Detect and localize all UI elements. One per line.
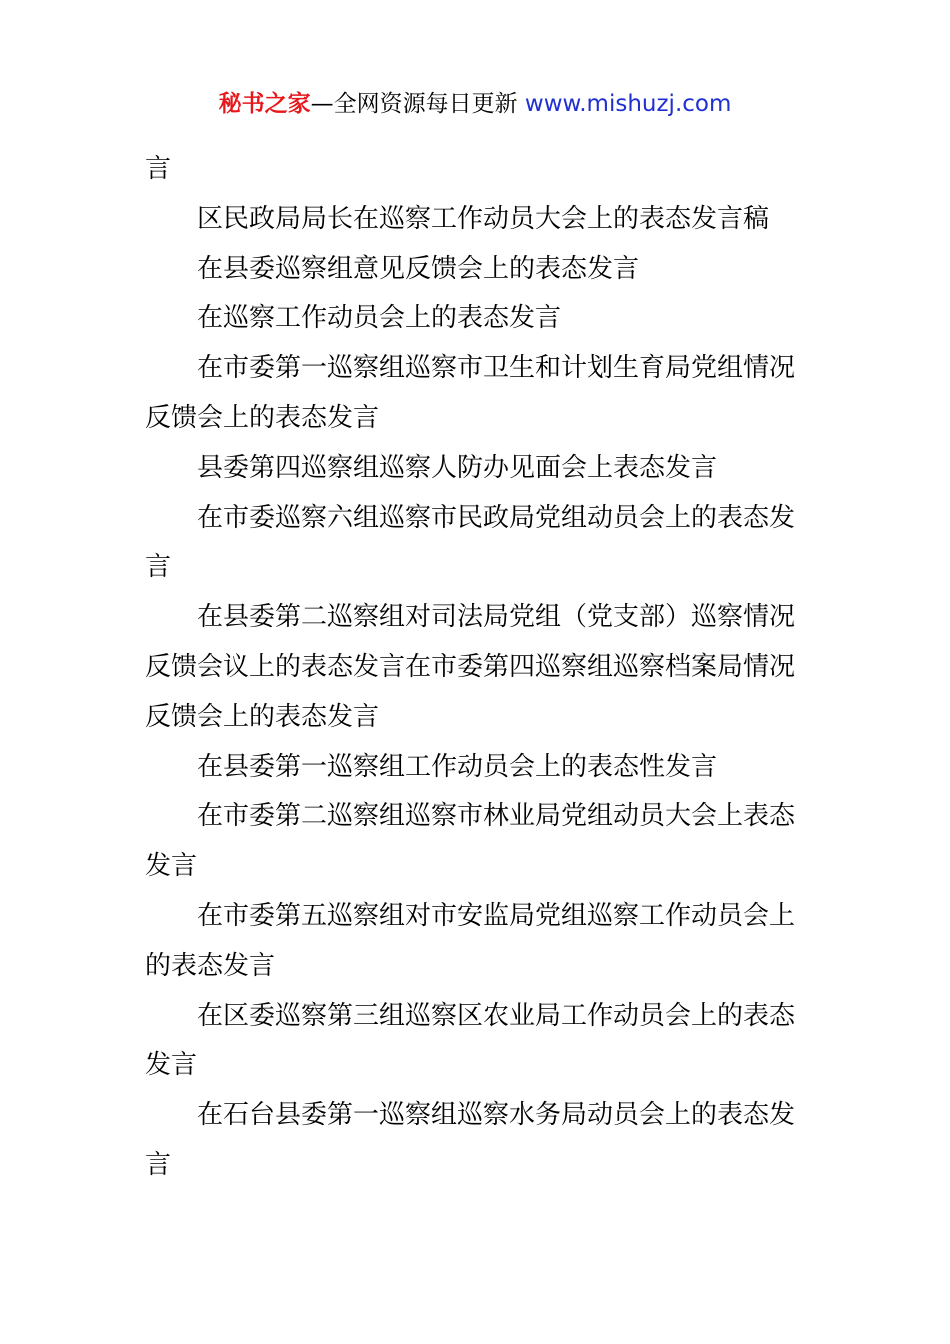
paragraph: 在区委巡察第三组巡察区农业局工作动员会上的表态发言 xyxy=(145,1000,796,1081)
paragraph: 在石台县委第一巡察组巡察水务局动员会上的表态发言 xyxy=(145,1100,796,1180)
paragraph: 在巡察工作动员会上的表态发言 xyxy=(197,303,562,334)
document-body xyxy=(145,145,810,1191)
paragraph: 在市委巡察六组巡察市民政局党组动员会上的表态发言 xyxy=(145,502,796,583)
paragraph: 在县委第二巡察组对司法局党组（党支部）巡察情况反馈会议上的表态发言在市委第四巡察组巡察档案局情况反馈会上的表态发言 xyxy=(145,602,796,732)
paragraph: 区民政局局长在巡察工作动员大会上的表态发言稿 xyxy=(197,203,770,234)
paragraph: 县委第四巡察组巡察人防办见面会上表态发言 xyxy=(197,452,718,483)
paragraph: 在市委第一巡察组巡察市卫生和计划生育局党组情况反馈会上的表态发言 xyxy=(145,353,796,433)
paragraph: 在县委第一巡察组工作动员会上的表态性发言 xyxy=(197,751,718,782)
paragraph: 在市委第二巡察组巡察市林业局党组动员大会上表态发言 xyxy=(145,801,796,882)
site-url[interactable]: www.mishuzj.com xyxy=(524,91,732,117)
paragraph-continuation: 言 xyxy=(145,154,172,184)
paragraph: 在市委第五巡察组对市安监局党组巡察工作动员会上的表态发言 xyxy=(145,900,796,981)
paragraph: 在县委巡察组意见反馈会上的表态发言 xyxy=(197,253,640,284)
page-header xyxy=(0,86,950,122)
brand-name: 秘书之家 xyxy=(218,91,311,117)
header-tagline: —全网资源每日更新 xyxy=(310,91,525,117)
